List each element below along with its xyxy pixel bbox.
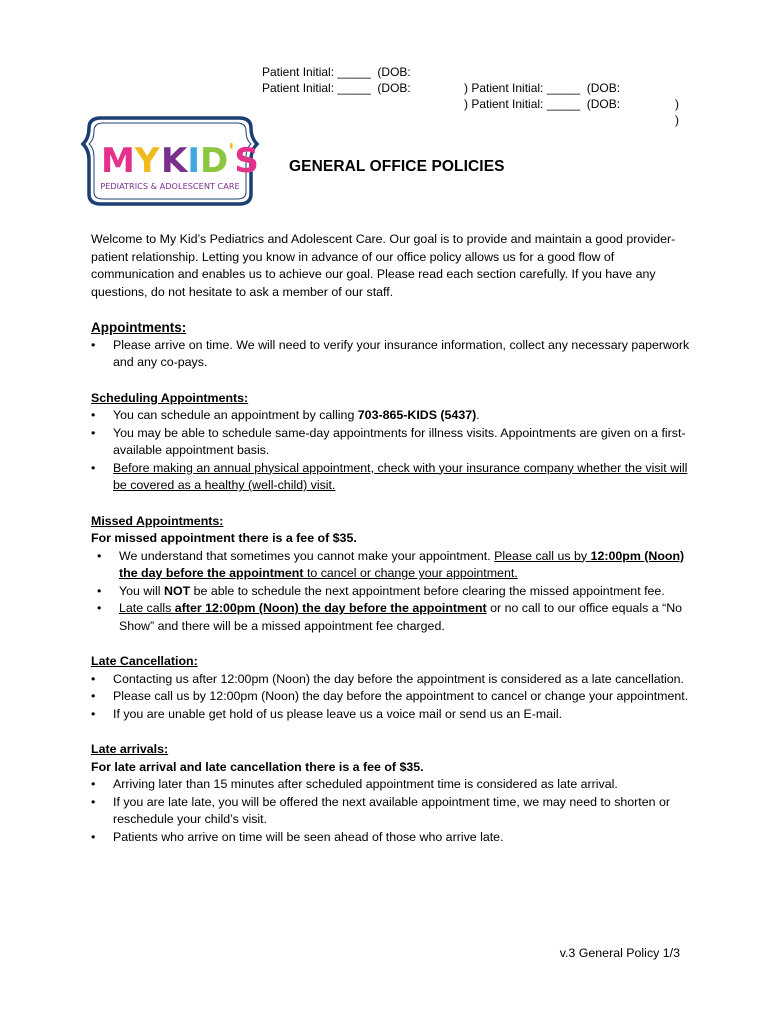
logo-letter-i: I [187,141,201,181]
svg-text:KID'S [161,139,259,181]
fee-notice: For missed appointment there is a fee of $35. [91,531,357,545]
logo-tagline: PEDIATRICS & ADOLESCENT CARE [100,181,240,191]
list-item: • Please arrive on time. We will need to verify your insurance information, collect any necessary paperwork and any co-pays. [91,337,690,369]
patient-initials-line [262,48,692,111]
late-cancellation-section [91,653,691,723]
section-heading: Scheduling Appointments: [91,390,249,405]
bullet-icon: • [91,337,96,352]
bullet-icon: • [91,425,96,440]
logo-letter-d: D [200,141,229,181]
page-title: GENERAL OFFICE POLICIES [289,158,505,175]
policy-body [91,231,691,846]
logo-letter-m: M [101,141,135,181]
section-heading: Appointments: [91,320,187,335]
logo-letter-s: S [234,141,259,181]
list-item: • Patients who arrive on time will be seen ahead of those who arrive late. [91,829,691,847]
list-item: • Please call us by 12:00pm (Noon) the day before the appointment to cancel or change your appointment. [91,688,691,706]
section-heading: Late Cancellation: [91,654,198,668]
list-item: • You will NOT be able to schedule the next appointment before clearing the missed appointment fee. [91,583,691,601]
bullet-icon: • [91,460,96,475]
list-item: • You can schedule an appointment by calling 703-865-KIDS (5437). [91,407,691,425]
list-item: • We understand that sometimes you cannot make your appointment. Please call us by 12:00pm (Noon) the day before the appointment to cancel or change your appointment. [97,548,685,580]
fee-notice: For late arrival and late cancellation there is a fee of $35. [91,759,424,774]
missed-appointments-section [91,513,691,636]
dob-close: ) [675,97,679,111]
list-item: • You may be able to schedule same-day appointments for illness visits. Appointments are given on a first-available appointment basis. [91,425,686,457]
patient-initials-line [262,64,692,127]
svg-text:MY [101,141,160,181]
patient-initial-field: Patient Initial: _____ (DOB: [262,65,411,79]
section-heading: Late arrivals: [91,742,169,756]
bullet-icon: • [91,408,96,422]
logo-apostrophe: ' [228,139,235,163]
scheduling-section [91,390,691,495]
list-item: • If you are late late, you will be offered the next available appointment time, we may need to shorten or reschedule your child’s visit. [91,794,670,826]
bullet-icon: • [97,583,102,598]
bullet-icon: • [91,794,96,809]
bullet-icon: • [91,777,96,791]
section-heading: Missed Appointments: [91,513,224,528]
late-arrivals-section [91,741,691,846]
dob-close: ) [675,113,679,127]
patient-initial-field: ) Patient Initial: _____ (DOB: [464,81,621,95]
patient-initial-field: Patient Initial: _____ (DOB: [262,81,411,95]
bullet-icon: • [91,689,96,703]
list-item: • Contacting us after 12:00pm (Noon) the day before the appointment is considered as a late cancellation. [91,671,691,689]
phone-number: 703-865-KIDS (5437) [357,408,477,422]
intro-paragraph: Welcome to My Kid’s Pediatrics and Adolescent Care. Our goal is to provide and maintain a good provider-patient relationship. Letting you know in advance of our office policy allows us for a good flow of communication and enables us to achieve our goal. Please read each section carefully. If you have any questions, do not hesitate to ask a member of our staff. [91,232,676,299]
logo-letter-k: K [161,141,188,181]
logo-letter-y: Y [134,141,160,181]
page-footer: v.3 General Policy 1/3 [559,946,680,960]
patient-initials-header [262,48,692,127]
my-kids-logo [79,114,261,208]
bullet-icon: • [91,829,96,844]
bullet-icon: • [97,548,102,563]
appointments-section [91,319,691,372]
bullet-icon: • [91,706,96,721]
bullet-icon: • [97,601,102,615]
list-item: • Arriving later than 15 minutes after scheduled appointment time is considered as late arrival. [91,776,691,794]
list-item: • If you are unable get hold of us please leave us a voice mail or send us an E-mail. [91,706,691,724]
patient-initial-field: ) Patient Initial: _____ (DOB: [464,97,621,111]
list-item: • Late calls after 12:00pm (Noon) the day before the appointment or no call to our office equals a “No Show” and there will be a missed appointment fee charged. [97,601,683,633]
list-item: • Before making an annual physical appointment, check with your insurance company whether the visit will be covered as a healthy (well-child) visit. [91,460,688,492]
bullet-icon: • [91,671,96,686]
